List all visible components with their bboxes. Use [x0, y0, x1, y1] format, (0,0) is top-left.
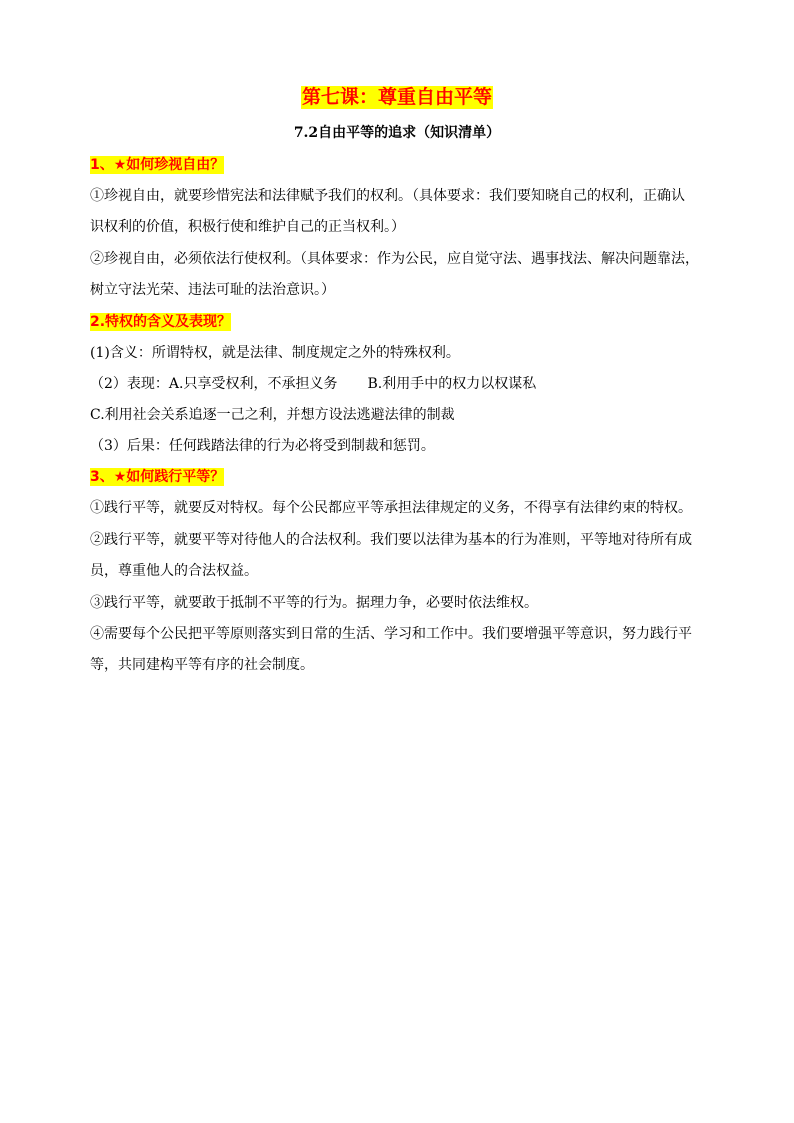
section-1-line-2: 识权利的价值，积极行使和维护自己的正当权利。） [90, 219, 405, 235]
section-2-line-2 [90, 375, 536, 393]
section-1-heading: 1、★如何珍视自由？ [90, 157, 225, 173]
section-1-line-4: 树立守法光荣、违法可耻的法治意识。） [90, 282, 335, 298]
section-1-line-3: ②珍视自由，必须依法行使权利。（具体要求：作为公民，应自觉守法、遇事找法、解决问题靠法， [90, 251, 699, 267]
section-3-line-6: 等，共同建构平等有序的社会制度。 [90, 657, 314, 673]
title-container [0, 86, 794, 109]
section-3-heading-row [90, 468, 224, 486]
section-2-heading: 2.特权的含义及表现？ [90, 314, 232, 330]
section-3-line-1: ①践行平等，就要反对特权。每个公民都应平等承担法律规定的义务，不得享有法律约束的特权。 [90, 500, 692, 516]
section-3-line-5: ④需要每个公民把平等原则落实到日常的生活、学习和工作中。我们要增强平等意识，努力践行平 [90, 626, 692, 642]
section-2-line-3: C.利用社会关系追逐一己之利，并想方设法逃避法律的制裁 [90, 407, 455, 423]
section-2-line-1: (1)含义：所谓特权，就是法律、制度规定之外的特殊权利。 [90, 345, 460, 361]
section-2-line-2b: B.利用手中的权力以权谋私 [367, 376, 537, 392]
page-subtitle: 7.2自由平等的追求（知识清单） [293, 125, 501, 141]
section-3-line-4: ③践行平等，就要敢于抵制不平等的行为。据理力争，必要时依法维权。 [90, 595, 538, 611]
section-1-line-1: ①珍视自由，就要珍惜宪法和法律赋予我们的权利。（具体要求：我们要知晓自己的权利，正确认 [90, 188, 685, 204]
section-3-line-3: 员，尊重他人的合法权益。 [90, 563, 258, 579]
section-2-line-4: （3）后果：任何践踏法律的行为必将受到制裁和惩罚。 [90, 438, 435, 454]
section-3-heading: 3、★如何践行平等？ [90, 469, 225, 485]
section-2-heading-row [90, 313, 231, 331]
section-3-line-2: ②践行平等，就要平等对待他人的合法权利。我们要以法律为基本的行为准则，平等地对待所有成 [90, 532, 692, 548]
section-2-line-2a: （2）表现：A.只享受权利，不承担义务 [90, 376, 338, 392]
page-title: 第七课：尊重自由平等 [301, 86, 492, 108]
section-1-heading-row [90, 156, 224, 174]
